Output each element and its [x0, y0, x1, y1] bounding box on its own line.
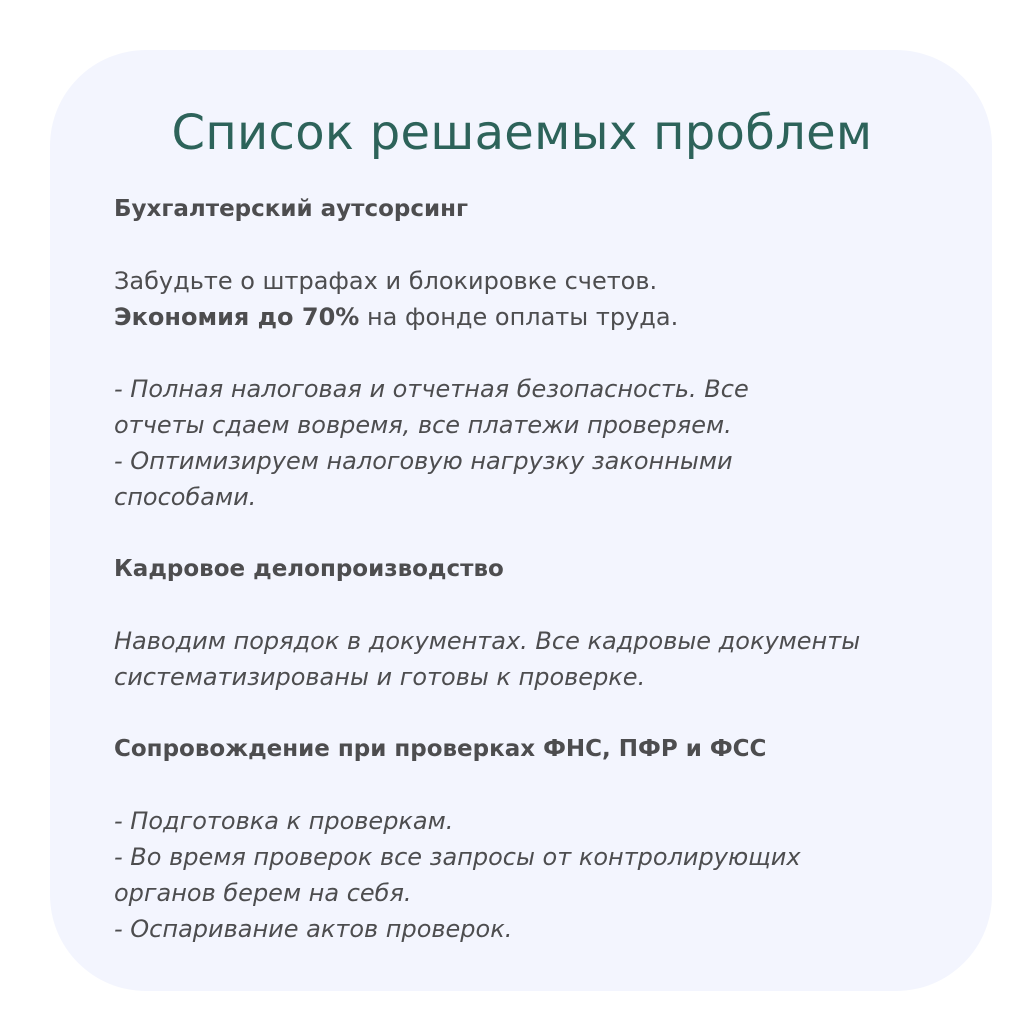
spacer — [114, 767, 974, 803]
spacer — [114, 695, 974, 731]
content-body — [114, 191, 974, 947]
accounting-text-line-1: Забудьте о штрафах и блокировке счетов. — [114, 267, 658, 295]
spacer — [114, 335, 974, 371]
accounting-bullet-1-line-1: - Полная налоговая и отчетная безопасность. Все — [114, 375, 749, 403]
section-heading-audits: Сопровождение при проверках ФНС, ПФР и ФСС — [114, 736, 767, 762]
audits-bullet-2-line-1: - Во время проверок все запросы от контролирующих — [114, 843, 801, 871]
section-heading-hr: Кадровое делопроизводство — [114, 556, 504, 582]
spacer — [114, 587, 974, 623]
spacer — [114, 227, 974, 263]
audits-bullet-1: - Подготовка к проверкам. — [114, 807, 454, 835]
spacer — [114, 515, 974, 551]
hr-text-line-1: Наводим порядок в документах. Все кадровые документы — [114, 627, 861, 655]
audits-bullet-3: - Оспаривание актов проверок. — [114, 915, 513, 943]
accounting-bullet-2-line-1: - Оптимизируем налоговую нагрузку законными — [114, 447, 733, 475]
audits-bullet-2-line-2: органов берем на себя. — [114, 879, 412, 907]
accounting-text-line-2 — [114, 299, 974, 335]
savings-highlight: Экономия до 70% — [114, 303, 360, 331]
accounting-bullet-2-line-2: способами. — [114, 483, 257, 511]
accounting-bullet-1-line-2: отчеты сдаем вовремя, все платежи проверяем. — [114, 411, 732, 439]
page-title: Список решаемых проблем — [171, 105, 873, 161]
hr-text-line-2: систематизированы и готовы к проверке. — [114, 663, 646, 691]
section-heading-accounting: Бухгалтерский аутсорсинг — [114, 196, 469, 222]
savings-text: на фонде оплаты труда. — [359, 303, 679, 331]
